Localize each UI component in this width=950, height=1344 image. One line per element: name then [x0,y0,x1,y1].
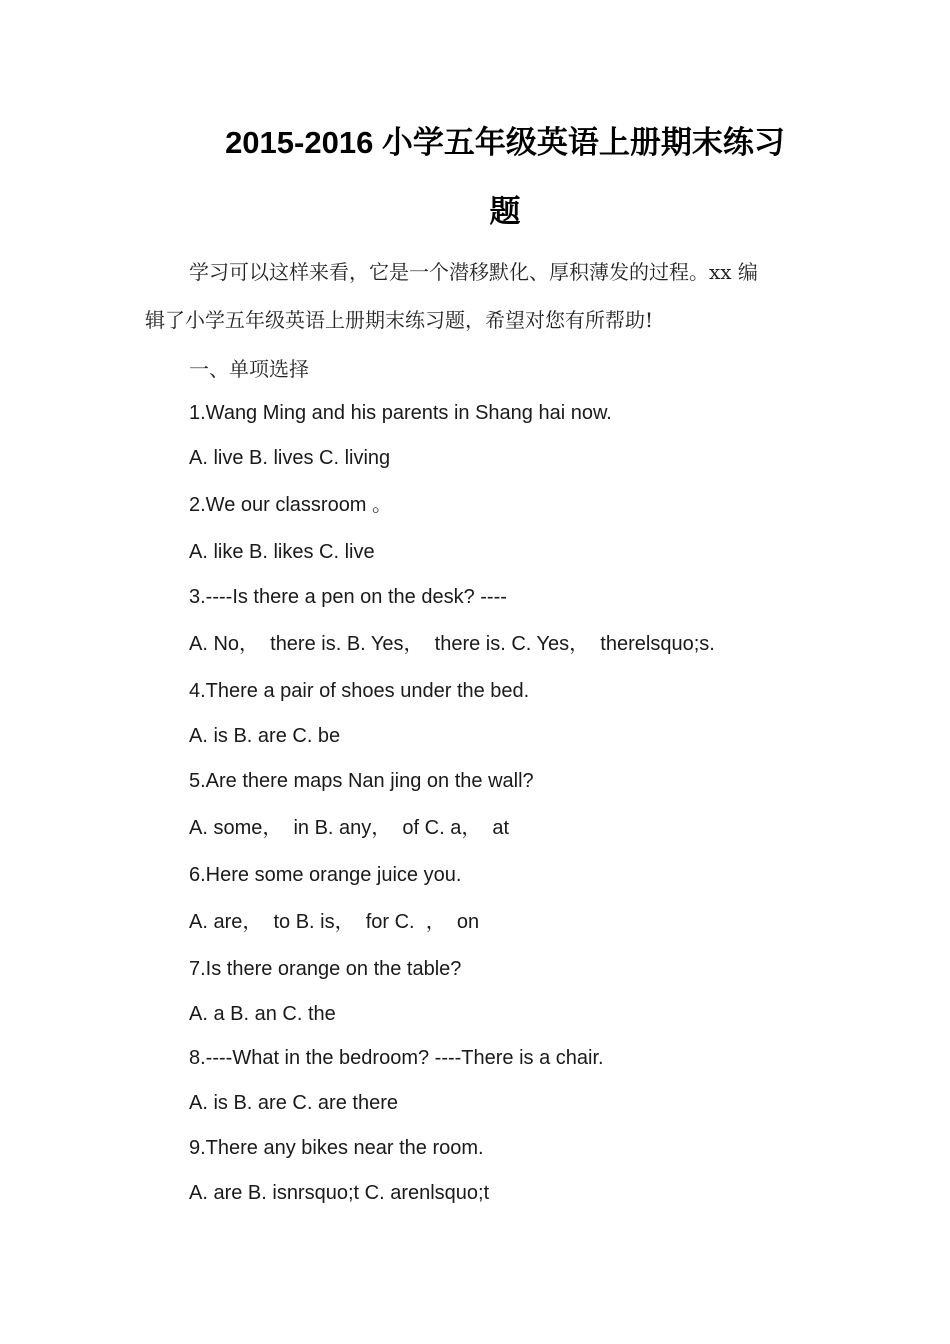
question-1: 1.Wang Ming and his parents in Shang hai now. [189,402,612,424]
intro-paragraph-line-1: 学习可以这样来看，它是一个潜移默化、厚积薄发的过程。xx 编 [189,260,758,284]
question-1-options: A. live B. lives C. living [189,447,391,469]
question-8-options: A. is B. are C. are there [189,1092,398,1114]
question-8: 8.----What in the bedroom? ----There is a chair. [189,1047,604,1069]
question-2: 2.We our classroom 。 [189,494,393,516]
question-7: 7.Is there orange on the table? [189,958,462,980]
question-6: 6.Here some orange juice you. [189,864,462,886]
question-9-options: A. are B. isnrsquo;t C. arenlsquo;t [189,1182,490,1204]
question-3-options: A. No， there is. B. Yes， there is. C. Yes， therelsquo;s. [189,633,715,655]
question-7-options: A. a B. an C. the [189,1003,336,1025]
intro-paragraph-line-2: 辑了小学五年级英语上册期末练习题，希望对您有所帮助! [145,308,654,332]
question-4: 4.There a pair of shoes under the bed. [189,680,530,702]
question-4-options: A. is B. are C. be [189,725,341,747]
page-title-line-2: 题 [489,194,521,229]
question-5: 5.Are there maps Nan jing on the wall? [189,770,534,792]
question-6-options: A. are， to B. is， for C. ， on [189,911,480,933]
page-title-line-1: 2015-2016 小学五年级英语上册期末练习 [225,125,785,160]
section-heading: 一、单项选择 [189,357,309,381]
question-5-options: A. some， in B. any， of C. a， at [189,817,510,839]
question-2-options: A. like B. likes C. live [189,541,375,563]
question-3: 3.----Is there a pen on the desk? ---- [189,586,507,608]
question-9: 9.There any bikes near the room. [189,1137,484,1159]
